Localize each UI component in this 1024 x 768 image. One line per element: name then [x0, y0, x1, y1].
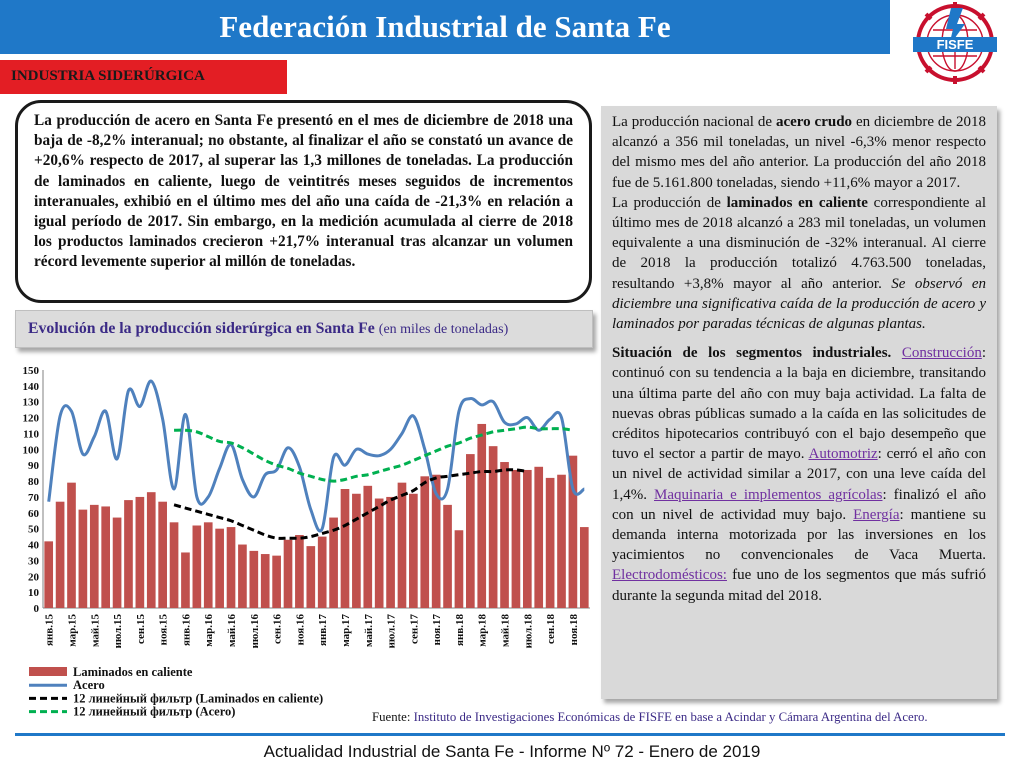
page-title: Federación Industrial de Santa Fe: [219, 9, 671, 44]
bar-июн.18: [512, 470, 521, 608]
bar-дек.18: [580, 527, 589, 608]
bar-авг.16: [261, 554, 270, 608]
bar-июн.16: [238, 545, 247, 608]
logo-text: FISFE: [936, 37, 974, 52]
y-tick-label: 30: [28, 555, 39, 568]
x-tick-label: мар.15: [66, 614, 79, 647]
y-tick-label: 100: [22, 444, 39, 457]
bar-мар.17: [341, 489, 350, 608]
bar-апр.15: [79, 510, 88, 608]
bar-апр.17: [352, 494, 361, 608]
y-tick-label: 70: [28, 491, 39, 504]
bar-фев.18: [466, 454, 475, 608]
y-tick-label: 40: [28, 539, 39, 552]
bar-июн.17: [375, 499, 384, 608]
bar-май.16: [227, 527, 236, 608]
footer-text: Actualidad Industrial de Santa Fe - Informe Nº 72 - Enero de 2019: [263, 742, 761, 761]
bar-мар.16: [204, 522, 213, 608]
bar-май.18: [500, 462, 509, 608]
y-tick-label: 150: [22, 365, 39, 377]
bar-сен.16: [272, 556, 281, 608]
x-tick-label: июл.18: [522, 614, 535, 649]
bar-окт.18: [557, 475, 566, 608]
y-tick-label: 20: [28, 571, 39, 584]
link-maquinaria[interactable]: Maquinaria e implementos agrícolas: [654, 486, 883, 503]
x-tick-label: янв.16: [180, 614, 193, 646]
x-tick-label: сен.18: [545, 614, 558, 644]
x-tick-label: июл.16: [248, 614, 261, 649]
bar-янв.17: [318, 537, 327, 608]
source-label: Fuente:: [372, 710, 411, 724]
bar-июл.15: [113, 518, 122, 608]
x-tick-label: янв.18: [453, 614, 466, 646]
bar-окт.17: [420, 476, 429, 608]
x-tick-label: мар.17: [339, 614, 352, 647]
bar-дек.15: [170, 522, 179, 608]
x-tick-label: ноя.16: [294, 614, 307, 646]
chart-title-main: Evolución de la producción siderúrgica en Santa Fe: [28, 320, 375, 337]
chart-title-bar: [15, 310, 593, 348]
y-tick-label: 120: [22, 412, 39, 425]
fisfe-logo: [905, 2, 1005, 84]
bar-дек.16: [306, 546, 315, 608]
summary-box: [15, 100, 592, 303]
bar-янв.18: [455, 530, 464, 608]
x-tick-label: янв.15: [43, 614, 56, 646]
acero-paragraph: La producción nacional de acero crudo en diciembre de 2018 alcanzó a 356 mil toneladas, un nivel -6,3% menor respecto del mismo mes del año anterior. La producción del año 2018 fue de 5.161.800 toneladas, siendo +11,6% mayor a 2017.: [612, 114, 987, 191]
bar-мар.18: [477, 424, 486, 608]
y-tick-label: 0: [33, 603, 39, 615]
bar-июл.18: [523, 470, 532, 608]
y-tick-label: 80: [28, 476, 39, 489]
bar-авг.15: [124, 500, 133, 608]
legend-label: 12 линейный фильтр (Acero): [73, 704, 236, 719]
bar-июл.17: [386, 497, 395, 608]
link-electrodomesticos[interactable]: Electrodomésticos:: [612, 567, 727, 584]
x-tick-label: ноя.15: [157, 614, 170, 646]
x-tick-label: июл.17: [385, 614, 398, 649]
bar-апр.16: [215, 529, 224, 608]
bar-июн.15: [101, 506, 110, 608]
y-tick-label: 60: [28, 507, 39, 520]
segments-title: Situación de los segmentos industriales.: [612, 345, 892, 362]
x-tick-label: янв.17: [317, 614, 330, 646]
source-text: Instituto de Investigaciones Económicas de FISFE en base a Acindar y Cámara Argentina del Acero.: [413, 710, 928, 724]
bar-авг.18: [534, 467, 543, 608]
y-tick-label: 10: [28, 587, 39, 600]
section-label: INDUSTRIA SIDERÚRGICA: [11, 68, 205, 84]
x-tick-label: май.17: [362, 614, 375, 648]
laminados-paragraph: La producción de laminados en caliente correspondiente al último mes de 2018 alcanzó a 283 mil toneladas, un volumen equivalente a una disminución de -32% interanual. Al cierre de 2018 la producción totalizó 4.763.500 toneladas, resultando +3,8% mayor al año anterior. Se observó en diciembre una significativa caída de la producción de acero y laminados por paradas técnicas de algunas plantas.: [612, 194, 986, 333]
x-tick-label: мар.16: [203, 614, 216, 647]
bar-мар.15: [67, 483, 76, 608]
legend-label: Acero: [73, 678, 105, 693]
segments-paragraph: Situación de los segmentos industriales. Construcción: continuó con su tendencia a la baja en diciembre, transitando una última parte del año con muy baja actividad. La falta de nuevas obras públicas sumado a la caída en las solicitudes de créditos hipotecarios contribuyó con el bajo desempeño que tuvo el sector a partir de mayo. Automotriz: cerró el año con un nivel de actividad similar a 2017, con una leve caída del 1,4%. Maquinaria e implementos agrícolas: finalizó el año con un nivel de actividad muy bajo. Energía: mantiene su demanda interna motorizada por las inversiones en los yacimientos no convencionales de Vaca Muerta. Electrodomésticos: fue uno de los segmentos que más sufrió durante la segunda mitad del 2018.: [612, 345, 987, 604]
x-tick-label: сен.16: [271, 614, 284, 644]
x-tick-label: май.16: [226, 614, 239, 648]
x-tick-label: мар.18: [476, 614, 489, 647]
summary-text: La producción de acero en Santa Fe presentó en el mes de diciembre de 2018 una baja de -8,2% interanual; no obstante, al finalizar el año se constató un avance de +20,6% respecto de 2017, al superar las 1,3 millones de toneladas. La producción de laminados en caliente, luego de veintitrés meses seguidos de incrementos interanuales, exhibió en el último mes del año una caída de -21,3% en relación a igual período de 2017. Sin embargo, en la medición acumulada al cierre de 2018 los productos laminados crecieron +21,7% interanual tras alcanzar un volumen récord levemente superior al millón de toneladas.: [34, 112, 573, 271]
x-tick-label: май.18: [499, 614, 512, 648]
source-note: [372, 710, 928, 725]
bar-июл.16: [249, 551, 258, 608]
y-tick-label: 110: [23, 428, 39, 441]
link-energia[interactable]: Energía: [853, 506, 900, 523]
x-tick-label: июл.15: [112, 614, 125, 649]
bar-сен.18: [546, 478, 555, 608]
link-construccion[interactable]: Construcción: [901, 345, 982, 362]
bar-окт.15: [147, 492, 156, 608]
y-tick-label: 50: [28, 523, 39, 536]
right-panel: [601, 106, 997, 699]
chart-title-sub: (en miles de toneladas): [378, 322, 509, 337]
chart-title: [28, 320, 508, 338]
x-tick-label: сен.17: [408, 614, 421, 644]
legend-label: 12 линейный фильтр (Laminados en caliente): [73, 691, 324, 706]
link-automotriz[interactable]: Automotriz: [808, 446, 878, 463]
bar-дек.17: [443, 505, 452, 608]
bar-окт.16: [284, 540, 293, 608]
bar-фев.15: [56, 502, 65, 608]
x-tick-label: ноя.17: [431, 614, 444, 646]
production-chart: [15, 352, 593, 730]
bar-ноя.16: [295, 535, 304, 608]
x-tick-label: сен.15: [134, 614, 147, 644]
section-tag: [0, 60, 287, 94]
bar-янв.16: [181, 552, 190, 608]
bar-май.17: [363, 486, 372, 608]
y-tick-label: 90: [28, 460, 39, 473]
legend-label: Laminados en caliente: [73, 665, 193, 679]
x-tick-label: ноя.18: [567, 614, 580, 646]
bar-сен.17: [409, 494, 418, 608]
bar-фев.16: [193, 525, 202, 608]
bar-сен.15: [136, 497, 145, 608]
x-tick-label: май.15: [89, 614, 102, 648]
y-tick-label: 130: [22, 396, 39, 409]
bar-янв.15: [44, 541, 53, 608]
footer-line: [15, 733, 1005, 736]
bar-ноя.15: [158, 502, 167, 608]
bar-авг.17: [398, 483, 407, 608]
bar-май.15: [90, 505, 99, 608]
legend-swatch-bar: [29, 667, 67, 676]
y-tick-label: 140: [22, 380, 39, 393]
